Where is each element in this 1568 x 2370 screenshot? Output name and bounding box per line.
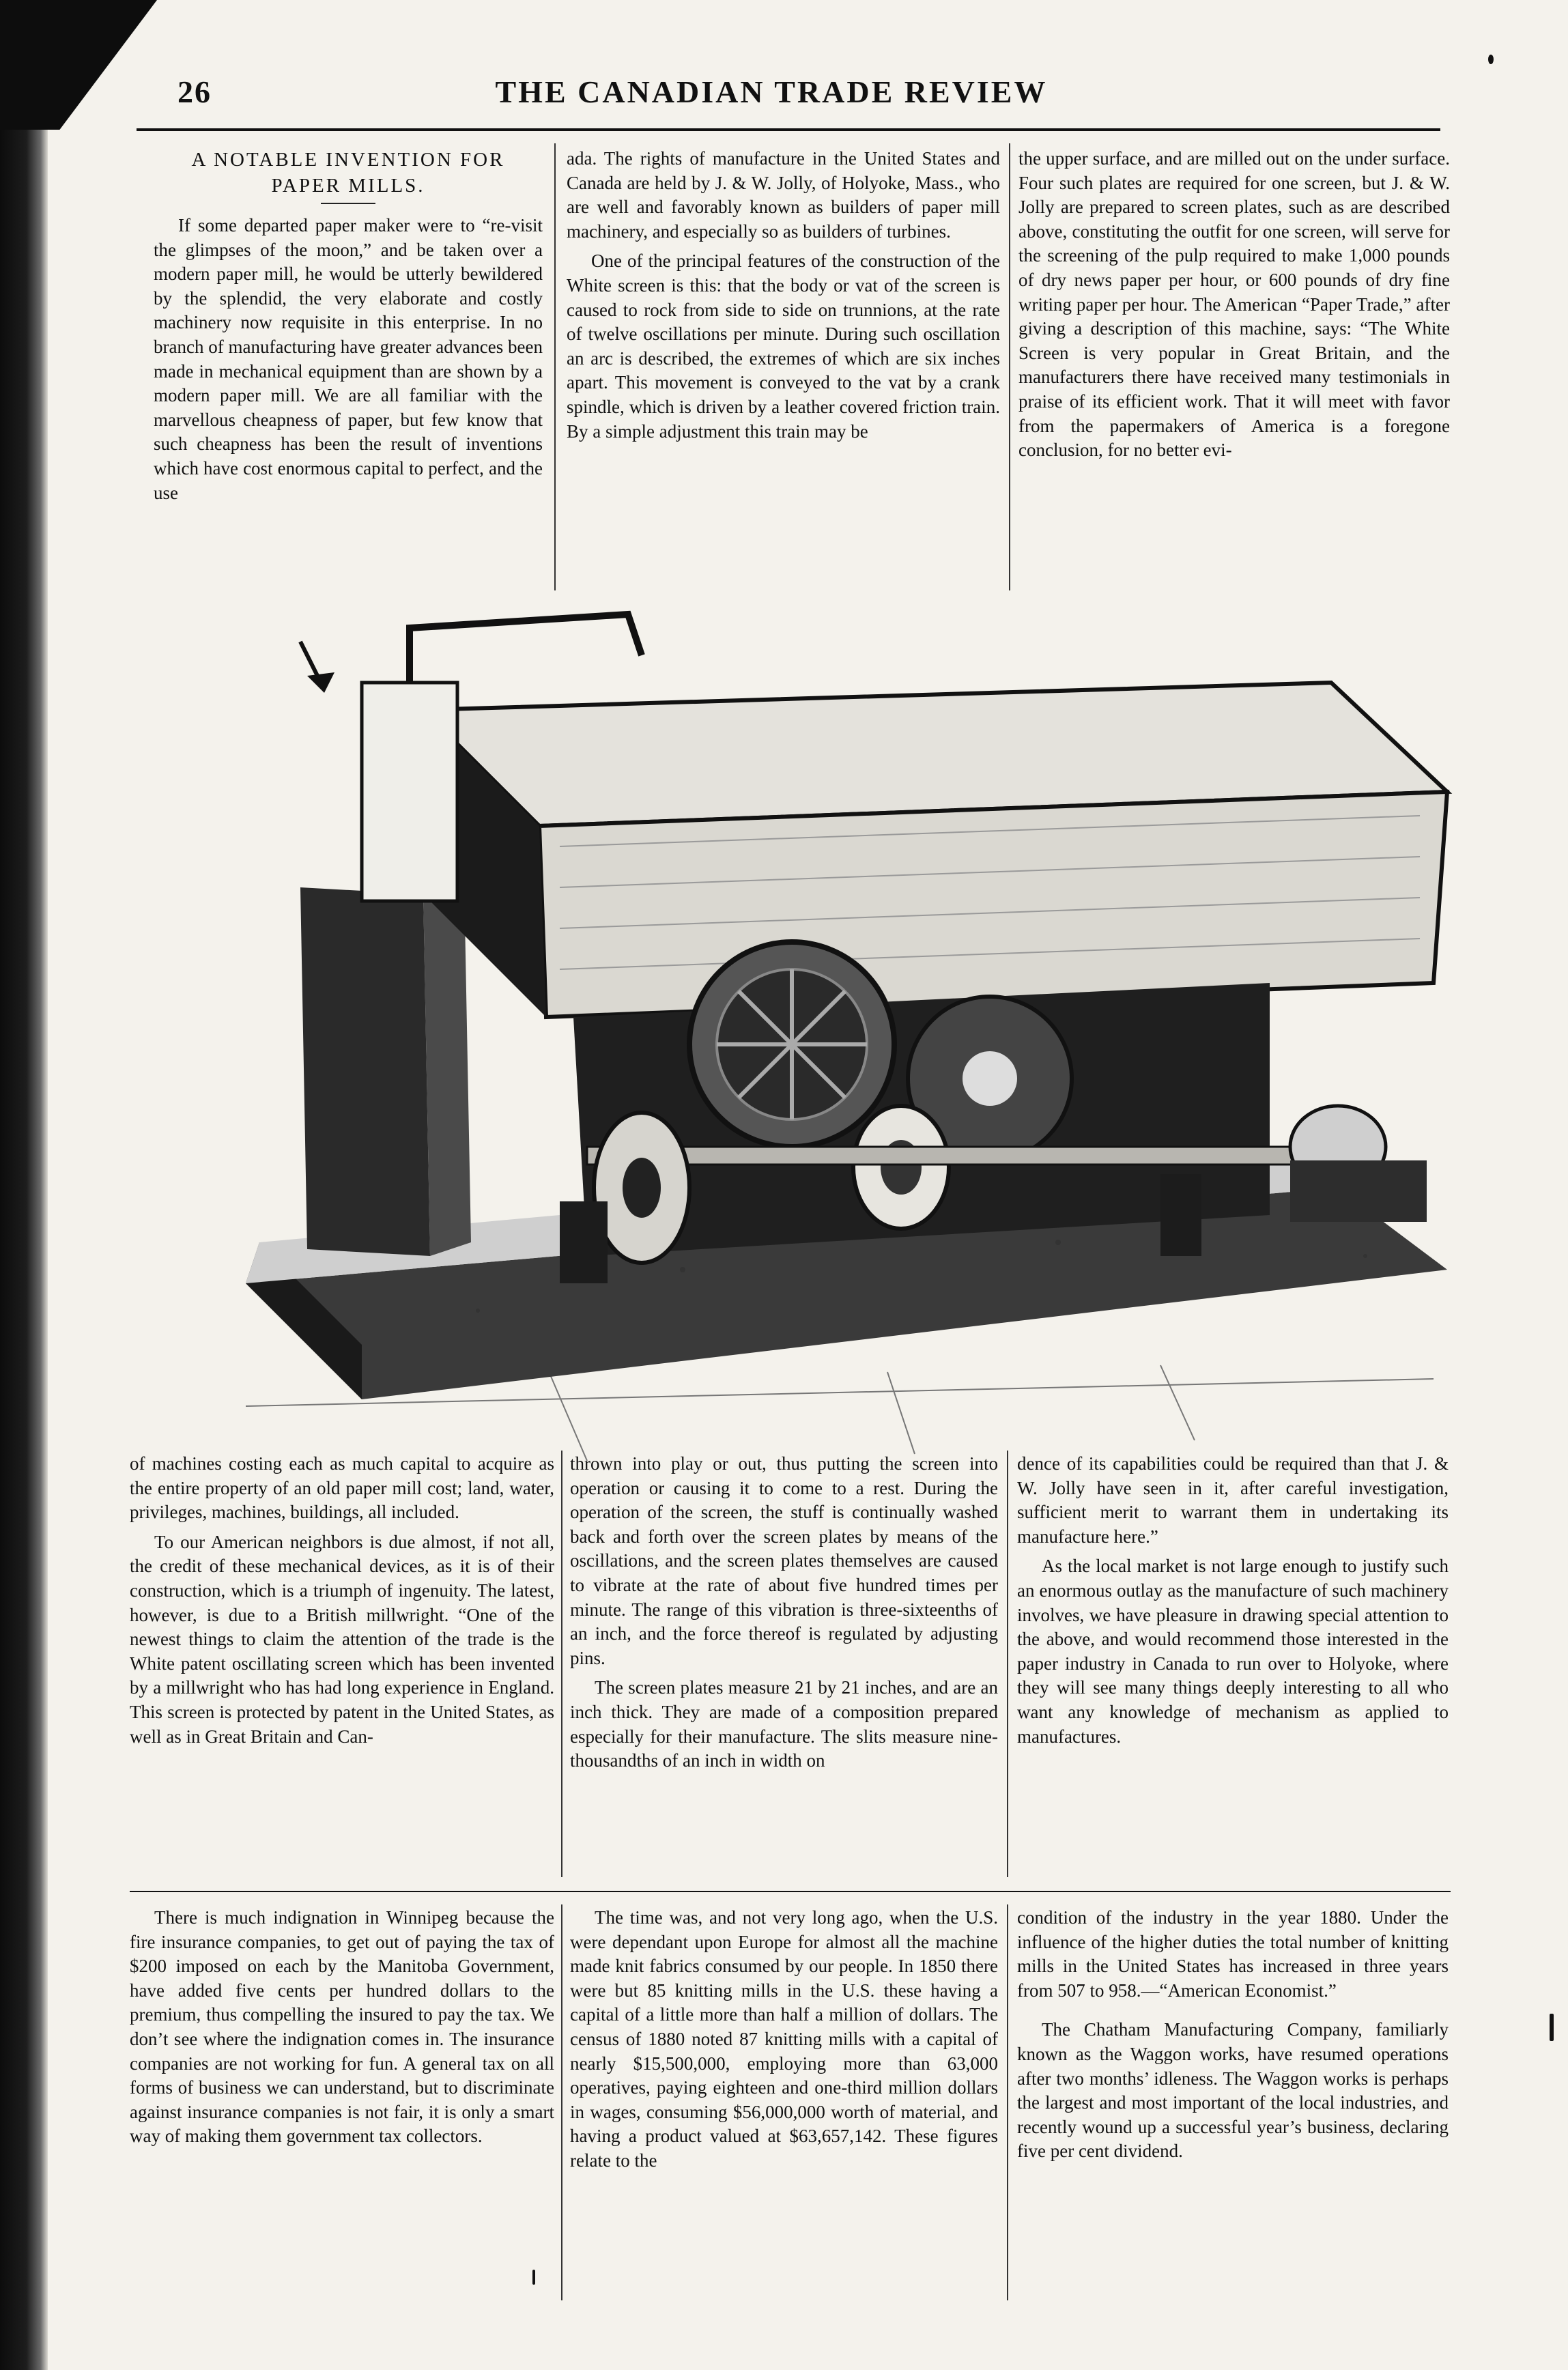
print-speck — [1488, 55, 1494, 64]
article-paragraph: the upper surface, and are milled out on the under surface. Four such plates are required for one screen, but J. & W. Jolly are prepared to screen plates, such as are described above, constituting the outfit for one screen, will serve for the screening of the pulp required to make 1,000 pounds of dry news paper per hour, or 600 pounds of dry fine writing paper per hour. The American “Paper Trade,” after giving a description of this machine, says: “The White Screen is very popular in Great Britain, and the manufacturers there have received many testimonials in praise of its efficient work. That it will meet with favor from the papermakers of America is a foregone conclusion, for no better evi- — [1018, 148, 1450, 461]
article-headline: A NOTABLE INVENTION FOR PAPER MILLS. — [191, 149, 505, 197]
column-rule — [554, 143, 556, 590]
news-item-winnipeg: There is much indignation in Winnipeg because the fire insurance companies, to get out of paying the tax of $200 imposed on each by the Manitoba Government, have added five cents per hundred dollars to the premium, thus compelling the insured to pay the tax. We don’t see where the indignation comes in. The insurance companies are not working for fun. A general tax on all forms of business we can understand, but to discriminate against insurance companies is not fair, it is only a smart way of making them government tax collectors. — [130, 1907, 554, 2147]
page-header — [116, 74, 1427, 122]
print-speck — [1550, 2014, 1554, 2041]
page-binding-shadow — [0, 0, 48, 2370]
header-rule — [137, 128, 1440, 131]
column-3-middle — [1017, 1452, 1449, 1754]
headline-dash — [321, 203, 375, 204]
column-rule — [1009, 143, 1010, 590]
oscillating-screen-engraving — [205, 601, 1488, 1474]
column-3-top — [1018, 147, 1450, 468]
column-rule — [1007, 1904, 1008, 2300]
column-1-top — [154, 147, 543, 511]
column-3-bottom — [1017, 1906, 1449, 2169]
column-rule — [561, 1451, 562, 1877]
page-number: 26 — [177, 74, 212, 109]
column-rule — [1007, 1451, 1008, 1877]
news-item-knitting: The time was, and not very long ago, when the U.S. were dependant upon Europe for almost all the machine made knit fabrics consumed by our people. In 1850 there were but 85 knitting mills in the U.S. these having a capital of a little more than half a million of dollars. The census of 1880 noted 87 knitting mills with a capital of nearly $15,500,000, employing more than 63,000 operatives, paying eighteen and one-third million dollars in wages, consuming $56,000,000 worth of material, and having a product valued at $63,657,142. These figures relate to the — [570, 1907, 998, 2171]
article-paragraph: One of the principal features of the construction of the White screen is this: that the body or vat of the screen is caused to rock from side to side on trunnions, at the rate of twelve oscillations per minute. During such oscillation an arc is described, the extremes of which are six inches apart. This movement is conveyed to the vat by a crank spindle, which is driven by a leather covered friction train. By a simple adjustment this train may be — [567, 251, 1000, 442]
print-speck — [532, 2270, 535, 2285]
article-paragraph: thrown into play or out, thus putting the screen into operation or causing it to come to a rest. During the operation of the screen, the stuff is continually washed back and forth over the screen plates by means of the oscillations, and the screen plates themselves are caused to vibrate at the rate of about five hundred times per minute. The range of this vibration is three-sixteenths of an inch, and the force thereof is regulated by adjusting pins. — [570, 1453, 998, 1668]
column-1-middle — [130, 1452, 554, 1754]
column-1-bottom — [130, 1906, 554, 2154]
machine-illustration — [205, 601, 1488, 1474]
column-2-top — [567, 147, 1000, 449]
article-paragraph: dence of its capabilities could be required than that J. & W. Jolly have seen in it, after careful investigation, sufficient merit to warrant them in undertaking its manufacture here.” — [1017, 1453, 1449, 1547]
article-paragraph: To our American neighbors is due almost, if not all, the credit of these mechanical devices, as it is of their construction, which is a triumph of ingenuity. The latest, however, is due to a British millwright. “One of the newest things to claim the attention of the trade is the White patent oscillating screen which has been invented by a millwright who has had long experience in England. This screen is protected by patent in the United States, as well as in Great Britain and Can- — [130, 1531, 554, 1747]
column-rule — [561, 1904, 562, 2300]
article-paragraph: As the local market is not large enough to justify such an enormous outlay as the manufacture of such machinery involves, we have pleasure in drawing special attention to the above, and would recommend those interested in the paper industry in Canada to run over to Holyoke, where they will see many things deeply interesting to all who want any knowledge of mechanism as applied to manufactures. — [1017, 1556, 1449, 1747]
news-item-knitting-continued: condition of the industry in the year 1880. Under the influence of the higher duties the total number of knitting mills in the United States has increased in three years from 507 to 958.—“American Economist.” — [1017, 1907, 1449, 2001]
column-2-bottom — [570, 1906, 998, 2179]
article-paragraph: If some departed paper maker were to “re-visit the glimpses of the moon,” and be taken over a modern paper mill, he would be utterly bewildered by the splendid, the very elaborate and costly machinery now requisite in this enterprise. In no branch of manufacturing have greater advances been made in mechanical equipment than are shown by a modern paper mill. We are all familiar with the marvellous cheapness of paper, but few know that such cheapness has been the result of inventions which have cost enormous capital to perfect, and the use — [154, 215, 543, 503]
article-paragraph: The screen plates measure 21 by 21 inches, and are an inch thick. They are made of a composition prepared especially for their manufacture. The slits measure nine-thousandths of an inch in width on — [570, 1677, 998, 1771]
news-item-chatham: The Chatham Manufacturing Company, familiarly known as the Waggon works, have resumed operations after two months’ idleness. The Waggon works is perhaps the largest and most important of the local industries, and recently wound up a successful year’s business, declaring five per cent dividend. — [1017, 2019, 1449, 2162]
column-2-middle — [570, 1452, 998, 1779]
article-paragraph: ada. The rights of manufacture in the United States and Canada are held by J. & W. Jolly, of Holyoke, Mass., who are well and favorably known as builders of paper mill machinery, and especially so as builders of turbines. — [567, 148, 1000, 242]
running-head: THE CANADIAN TRADE REVIEW — [495, 74, 1048, 109]
section-rule — [130, 1891, 1451, 1892]
article-paragraph: of machines costing each as much capital to acquire as the entire property of an old paper mill cost; land, water, privileges, machines, buildings, all included. — [130, 1453, 554, 1523]
